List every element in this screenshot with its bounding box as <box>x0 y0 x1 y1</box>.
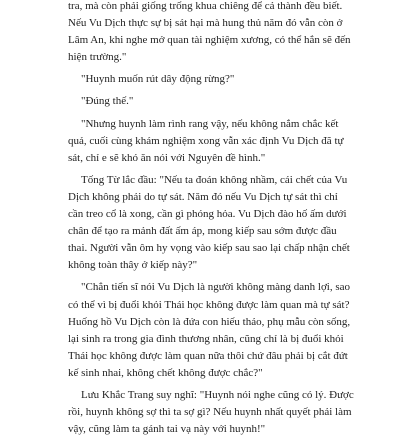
text-line: vậy, cũng làm ta gánh tai vạ này với huynh!" <box>68 423 266 436</box>
text-line: rồi, huynh không sợ thì ta sợ gì? Nếu huynh nhất quyết phải làm <box>68 406 352 419</box>
text-line: quả, cuối cùng khám nghiệm xong vẫn xác định Vu Dịch đã tự <box>68 134 344 147</box>
text-line: "Đúng thế." <box>81 95 134 108</box>
text-line: Tống Từ lắc đầu: "Nếu ta đoán không nhầm, cái chết của Vu <box>81 173 348 186</box>
text-line: "Chẳn tiến sĩ nói Vu Dịch là người không màng danh lợi, sao <box>81 281 351 294</box>
text-line: thai. Người vẫn ôm hy vọng vào kiếp sau sao lại chấp nhận chết <box>68 242 350 255</box>
text-line: tra, mà còn phải giống trống khua chiêng để cả thành đều biết. <box>68 0 343 12</box>
paragraph <box>68 116 368 167</box>
text-line: Thái học không được làm quan nữa thôi chứ đâu phải bị cắt đứt <box>68 349 348 362</box>
text-line: "Nhưng huynh làm rình rang vậy, nếu không nắm chắc kết <box>81 117 339 130</box>
paragraph <box>68 387 368 438</box>
text-line: không toàn thây ở kiếp này?" <box>68 259 198 272</box>
paragraph <box>68 93 368 110</box>
text-line: Huống hồ Vu Dịch còn là đứa con hiếu thảo, phụ mẫu còn sống, <box>68 315 351 328</box>
text-line: Nếu Vu Dịch thực sự bị sát hại mà hung thủ năm đó vẫn còn ở <box>68 17 343 30</box>
text-line: lại sinh ra trong gia đình thương nhân, cũng chỉ là bị đuổi khỏi <box>68 332 344 345</box>
text-line: có thể vì bị đuổi khỏi Thái học không được làm quan mà tự sát? <box>68 298 350 311</box>
paragraph <box>68 279 368 382</box>
text-line: Lâm An, khi nghe mở quan tài nghiệm xương, có thể hắn sẽ đến <box>68 34 351 47</box>
text-line: Lưu Khắc Trang suy nghĩ: "Huynh nói nghe cũng có lý. Được <box>81 388 354 401</box>
paragraph <box>68 172 368 275</box>
text-line: chân để tạo ra mảnh đất ấm áp, mong kiếp sau sớm được đầu <box>68 225 337 238</box>
paragraph <box>68 71 368 88</box>
text-line: Dịch không phải do tự sát. Năm đó nếu Vu Dịch tự sát thì chỉ <box>68 190 338 203</box>
text-line: hiện trường." <box>68 51 127 64</box>
text-line: "Huynh muốn rút dây động rừng?" <box>81 73 235 86</box>
page-text <box>68 0 368 438</box>
text-line: sát, chỉ e sẽ khó ăn nói với Nguyên đề hình." <box>68 151 266 164</box>
paragraph <box>68 0 368 66</box>
text-line: cần treo cổ là xong, cần gì phóng hỏa. Vu Dịch đào hố ấm dưới <box>68 208 347 221</box>
text-line: kế sinh nhai, không chết không được chắc?" <box>68 366 263 379</box>
